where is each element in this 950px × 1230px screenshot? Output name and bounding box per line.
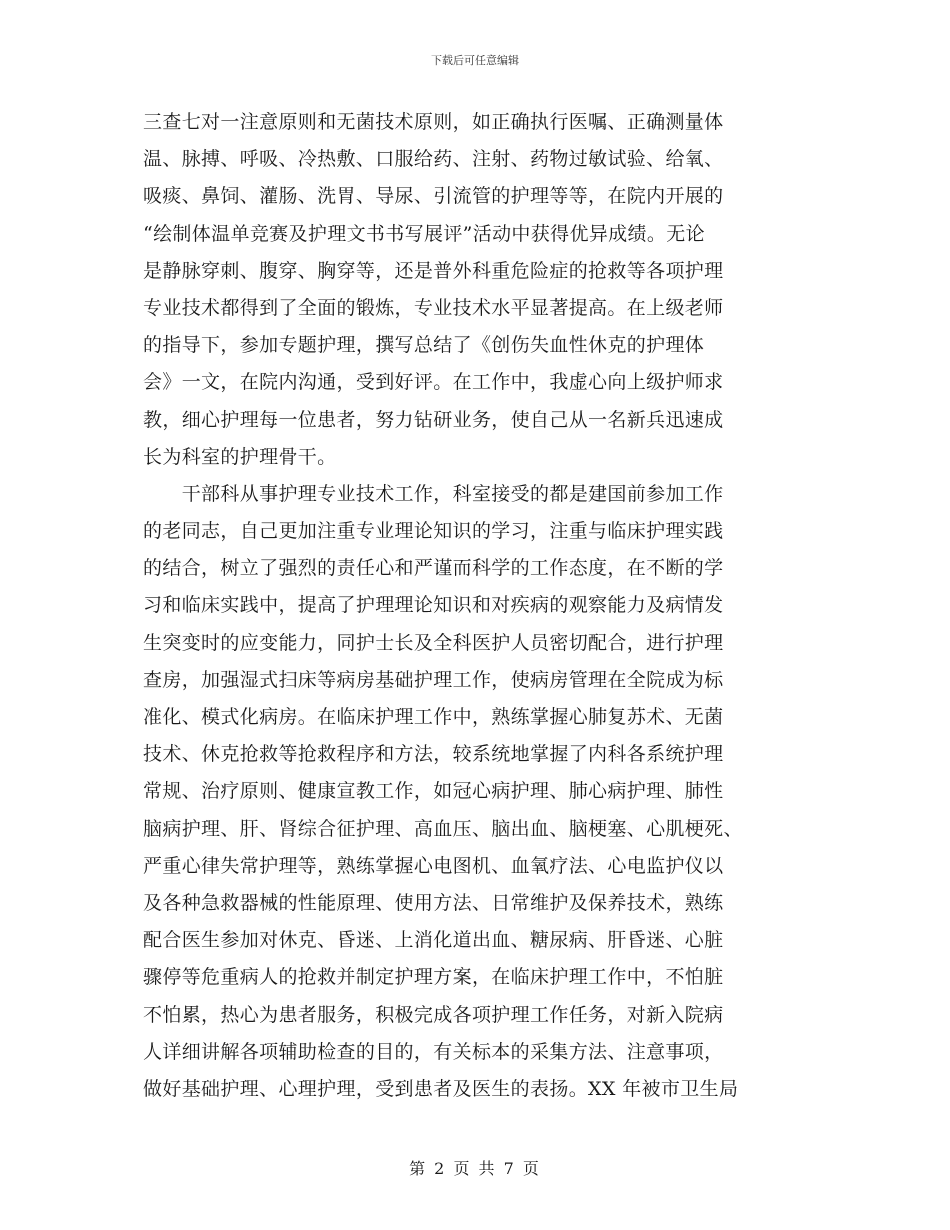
text-line: 长为科室的护理骨干。 <box>143 445 337 468</box>
text-line: 常规、治疗原则、健康宣教工作，如冠心病护理、肺心病护理、肺性 <box>143 780 724 803</box>
text-line: 三查七对一注意原则和无菌技术原则，如正确执行医嘱、正确测量体 <box>143 111 724 133</box>
text-line: 严重心律失常护理等，熟练掌握心电图机、血氧疗法、心电监护仪以 <box>143 854 724 877</box>
text-line: 习和临床实践中，提高了护理理论知识和对疾病的观察能力及病情发 <box>143 594 724 617</box>
text-line: 人详细讲解各项辅助检查的目的，有关标本的采集方法、注意事项， <box>143 1040 724 1063</box>
text-line: 的结合，树立了强烈的责任心和严谨而科学的工作态度，在不断的学 <box>143 557 724 580</box>
page-header: 下载后可任意编辑 <box>431 54 519 67</box>
text-line: “绘制体温单竞赛及护理文书书写展评”活动中获得优异成绩。无论 <box>143 222 705 245</box>
text-line: 的指导下，参加专题护理，撰写总结了《创伤失血性休克的护理体 <box>143 334 705 357</box>
text-line: 做好基础护理、心理护理，受到患者及医生的表扬。XX 年被市卫生局 <box>143 1077 739 1100</box>
text-line: 配合医生参加对休克、昏迷、上消化道出血、糖尿病、肝昏迷、心脏 <box>143 929 724 952</box>
text-line: 不怕累，热心为患者服务，积极完成各项护理工作任务，对新入院病 <box>143 1003 724 1026</box>
text-line: 准化、模式化病房。在临床护理工作中，熟练掌握心肺复苏术、无菌 <box>143 706 724 728</box>
text-line: 教，细心护理每一位患者，努力钻研业务，使自己从一名新兵迅速成 <box>143 408 724 431</box>
text-line: 生突变时的应变能力，同护士长及全科医护人员密切配合，进行护理 <box>143 631 724 654</box>
text-line: 温、脉搏、呼吸、冷热敷、口服给药、注射、药物过敏试验、给氧、 <box>143 148 724 171</box>
text-line: 查房，加强湿式扫床等病房基础护理工作，使病房管理在全院成为标 <box>143 668 724 691</box>
document-body <box>143 104 811 1108</box>
text-line: 骤停等危重病人的抢救并制定护理方案，在临床护理工作中，不怕脏 <box>143 966 724 989</box>
text-line: 是静脉穿刺、腹穿、胸穿等，还是普外科重危险症的抢救等各项护理 <box>143 259 724 282</box>
text-line: 及各种急救器械的性能原理、使用方法、日常维护及保养技术，熟练 <box>143 891 724 914</box>
text-line: 技术、休克抢救等抢救程序和方法，较系统地掌握了内科各系统护理 <box>143 743 724 766</box>
text-line: 吸痰、鼻饲、灌肠、洗胃、导尿、引流管的护理等等，在院内开展的 <box>143 185 724 208</box>
text-line: 的老同志，自己更加注重专业理论知识的学习，注重与临床护理实践 <box>143 520 724 543</box>
page-number-footer: 第 2 页 共 7 页 <box>409 1159 541 1178</box>
text-line: 会》一文，在院内沟通，受到好评。在工作中，我虚心向上级护师求 <box>143 371 724 394</box>
text-line: 脑病护理、肝、肾综合征护理、高血压、脑出血、脑梗塞、心肌梗死、 <box>143 817 743 840</box>
paragraph-start-line: 干部科从事护理专业技术工作，科室接受的都是建国前参加工作 <box>143 482 724 505</box>
text-line: 专业技术都得到了全面的锻炼，专业技术水平显著提高。在上级老师 <box>143 296 724 319</box>
